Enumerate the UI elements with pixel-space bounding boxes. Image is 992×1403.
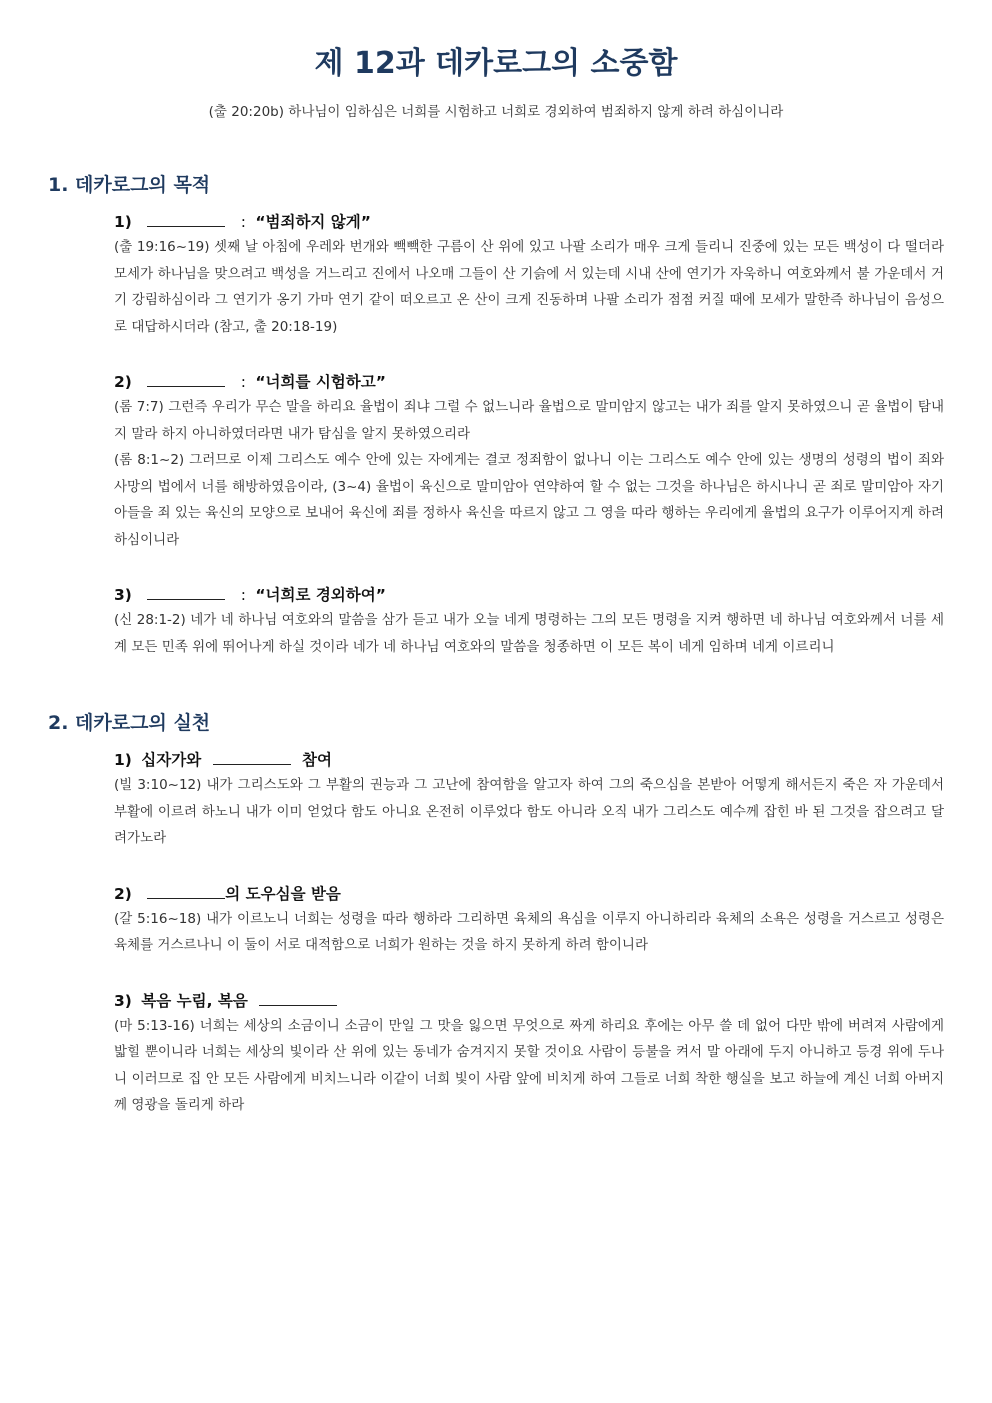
section-heading: 1. 데카로그의 목적 xyxy=(48,174,211,196)
item-number: 1) xyxy=(114,213,132,231)
item-number: 3) xyxy=(114,991,132,1010)
verse-text: (마 5:13-16) 너희는 세상의 소금이니 소금이 만일 그 맛을 잃으면 무엇으로 짜게 하리요 후에는 아무 쓸 데 없어 다만 밖에 버려져 사람에게 밟힐 뿐이니라 너희는 세상의 빛이라 산 위에 있는 동네가 숨겨지지 못할 것이요 사람이 등불을 켜서 말 아래에 두지 아니하고 등경 위에 두나니 이러므로 집 안 모든 사람에게 비치느니라 이같이 너희 빛이 사람 앞에 비치게 하여 그들로 너희 착한 행실을 보고 하늘에 계신 너희 아버지께 영광을 돌리게 하라 xyxy=(114,1017,944,1113)
item-heading-text: 복음 누림, 복음 xyxy=(141,991,248,1010)
colon: : xyxy=(240,586,246,604)
item-heading-text: 십자가와 xyxy=(141,751,202,769)
item-heading-text: 의 도우심을 받음 xyxy=(225,884,341,903)
section-item xyxy=(114,583,944,660)
item-heading xyxy=(114,370,944,394)
item-heading-text: 참여 xyxy=(302,751,332,769)
fill-in-blank[interactable] xyxy=(147,585,225,600)
section-item xyxy=(114,989,944,1119)
item-quote: “범죄하지 않게” xyxy=(255,213,371,231)
section-item xyxy=(114,748,944,852)
fill-in-blank[interactable] xyxy=(259,991,337,1006)
item-heading xyxy=(114,748,944,772)
section-item xyxy=(114,882,944,959)
item-quote: “너희를 시험하고” xyxy=(255,373,386,391)
section-heading: 2. 데카로그의 실천 xyxy=(48,712,211,734)
item-heading xyxy=(114,989,944,1013)
key-verse: (출 20:20b) 하나님이 임하심은 너희를 시험하고 너희로 경외하여 범죄하지 않게 하려 하심이니라 xyxy=(208,104,784,120)
fill-in-blank[interactable] xyxy=(147,884,225,899)
colon: : xyxy=(240,373,246,391)
verse-text: (롬 8:1~2) 그러므로 이제 그리스도 예수 안에 있는 자에게는 결코 정죄함이 없나니 이는 그리스도 예수 안에 있는 생명의 성령의 법이 죄와 사망의 법에서 너를 해방하였음이라, (3~4) 율법이 육신으로 말미암아 연약하여 할 수 없는 그것을 하나님은 하시나니 곧 죄로 말미암아 자기 아들을 죄 있는 육신의 모양으로 보내어 육신에 죄를 정하사 육신을 따르지 않고 그 영을 따라 행하는 우리에게 율법의 요구가 이루어지게 하려 하심이니라 xyxy=(114,452,944,548)
item-number: 3) xyxy=(114,586,132,604)
item-number: 2) xyxy=(114,373,132,391)
item-quote: “너희로 경외하여” xyxy=(255,586,386,604)
item-number: 1) xyxy=(114,751,132,769)
verse-text: (출 19:16~19) 셋째 날 아침에 우레와 번개와 빽빽한 구름이 산 위에 있고 나팔 소리가 매우 크게 들리니 진중에 있는 모든 백성이 다 떨더라 모세가 하나님을 맞으려고 백성을 거느리고 진에서 나오매 그들이 산 기슭에 서 있는데 시내 산에 연기가 자욱하니 여호와께서 불 가운데서 거기 강림하심이라 그 연기가 옹기 가마 연기 같이 떠오르고 온 산이 크게 진동하며 나팔 소리가 점점 커질 때에 모세가 말한즉 하나님이 음성으로 대답하시더라 (참고, 출 20:18-19) xyxy=(114,239,944,335)
section-item xyxy=(114,370,944,553)
item-heading xyxy=(114,210,944,234)
fill-in-blank[interactable] xyxy=(147,212,225,227)
verse-text: (롬 7:7) 그런즉 우리가 무슨 말을 하리요 율법이 죄냐 그럴 수 없느니라 율법으로 말미암지 않고는 내가 죄를 알지 못하였으니 곧 율법이 탐내지 말라 하지 아니하였더라면 내가 탐심을 알지 못하였으리라 xyxy=(114,399,944,442)
verse-text: (빌 3:10~12) 내가 그리스도와 그 부활의 권능과 그 고난에 참여함을 알고자 하여 그의 죽으심을 본받아 어떻게 해서든지 죽은 자 가운데서 부활에 이르려 하노니 내가 이미 얻었다 함도 아니요 온전히 이루었다 함도 아니라 오직 내가 그리스도 예수께 잡힌 바 된 그것을 잡으려고 달려가노라 xyxy=(114,777,944,846)
page-title: 제 12과 데카로그의 소중함 xyxy=(314,46,678,81)
section-item xyxy=(114,210,944,340)
fill-in-blank[interactable] xyxy=(213,750,291,765)
colon: : xyxy=(240,213,246,231)
item-heading xyxy=(114,583,944,607)
item-heading xyxy=(114,882,944,906)
verse-text: (신 28:1-2) 네가 네 하나님 여호와의 말씀을 삼가 듣고 내가 오늘 네게 명령하는 그의 모든 명령을 지켜 행하면 네 하나님 여호와께서 너를 세계 모든 민족 위에 뛰어나게 하실 것이라 네가 네 하나님 여호와의 말씀을 청종하면 이 모든 복이 네게 임하며 네게 이르리니 xyxy=(114,612,944,655)
item-number: 2) xyxy=(114,884,132,903)
fill-in-blank[interactable] xyxy=(147,372,225,387)
verse-text: (갈 5:16~18) 내가 이르노니 너희는 성령을 따라 행하라 그리하면 육체의 욕심을 이루지 아니하리라 육체의 소욕은 성령을 거스르고 성령은 육체를 거스르나니 이 둘이 서로 대적함으로 너희가 원하는 것을 하지 못하게 하려 함이니라 xyxy=(114,910,944,953)
